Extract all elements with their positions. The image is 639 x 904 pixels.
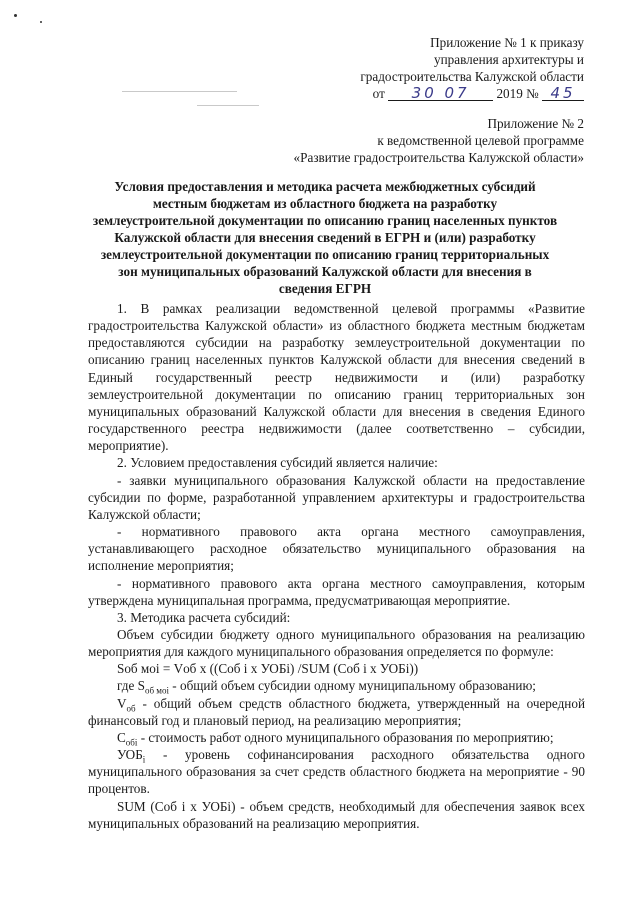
definition-subscript: об: [126, 703, 136, 714]
faint-scan-mark: [197, 105, 259, 106]
definition-uob: [88, 746, 585, 797]
faint-scan-mark: [122, 91, 237, 92]
definition-s: [88, 677, 585, 697]
document-title: Условия предоставления и методика расчета межбюджетных субсидий местным бюджетам из областного бюджета на разработку землеустроительной документации по описанию границ населенных пунктов Калужской области для внесения сведений в ЕГРН и (или) разработку землеустроительной документации по описанию границ территориальных зон муниципальных образований Калужской области для внесения в сведения ЕГРН: [92, 179, 558, 296]
paragraph-5: - нормативного правового акта органа местного самоуправления, которым утверждена муниципальная программа, предусматривающая мероприятие.: [88, 575, 585, 608]
scan-speck: [14, 14, 17, 17]
definition-sum: SUM (Соб і х УОБі) - объем средств, необходимый для обеспечения заявок всех муниципальных образований на реализацию мероприятия.: [88, 798, 585, 831]
definition-symbol: УОБ: [117, 747, 143, 763]
definition-text: - уровень софинансирования расходного обязательства одного муниципального образования за счет средств областного бюджета на мероприятие - 90 процентов.: [88, 747, 585, 797]
appendix-header: [224, 115, 584, 166]
appendix-line-3: «Развитие градостроительства Калужской области»: [293, 150, 584, 165]
paragraph-1: 1. В рамках реализации ведомственной целевой программы «Развитие градостроительства Калужской области» из областного бюджета местным бюджетам предоставляются субсидии на разработку землеустроительной документации по описанию границ населенных пунктов Калужской области для внесения сведений в Единый государственный реестр недвижимости и (или) разработку землеустроительной документации по описанию границ территориальных зон муниципальных образований Калужской области для внесения в сведения Единого государственного реестра недвижимости (далее соответственно – субсидии, мероприятие).: [88, 301, 585, 454]
paragraph-4: - нормативного правового акта органа местного самоуправления, устанавливающего расходное обязательство муниципального образования на исполнение мероприятия;: [88, 524, 585, 574]
definition-subscript: об моі: [144, 686, 169, 697]
definition-v: [88, 695, 585, 729]
appendix-line-1: Приложение № 2: [487, 116, 584, 131]
paragraph-6: 3. Методика расчета субсидий:: [117, 609, 291, 625]
formula: Sоб моі = Vоб х ((Соб і х УОБі) /SUM (Соб і х УОБі)): [117, 661, 419, 677]
definition-symbol: С: [117, 729, 126, 745]
order-date-line: [284, 85, 584, 102]
definition-symbol: V: [117, 695, 127, 711]
definition-subscript: і: [142, 754, 146, 765]
handwritten-date: 30 07: [388, 86, 493, 101]
appendix-line-2: к ведомственной целевой программе: [377, 133, 584, 148]
paragraph-3: - заявки муниципального образования Калужской области на предоставление субсидии по форме, разработанной управлением архитектуры и градостроительства Калужской области;: [88, 472, 585, 522]
paragraph-2: 2. Условием предоставления субсидий является наличие:: [117, 455, 438, 471]
header-line-2: управления архитектуры и: [433, 52, 584, 67]
definition-text: - общий объем средств областного бюджета, утвержденный на очередной финансовый год и плановый период, на реализацию мероприятия;: [88, 695, 585, 728]
handwritten-order-number: 45: [542, 86, 584, 101]
definition-text: - общий объем субсидии одному муниципальному образованию;: [168, 678, 536, 694]
definition-text: - стоимость работ одного муниципального образования по мероприятию;: [137, 729, 554, 745]
order-header: [284, 34, 584, 102]
definition-subscript: обі: [125, 737, 138, 748]
document-body: [88, 300, 585, 832]
scan-speck: [40, 21, 42, 23]
header-line-1: Приложение № 1 к приказу: [430, 35, 584, 50]
year-text: 2019 №: [496, 86, 539, 101]
header-line-3: градостроительства Калужской области: [360, 69, 584, 84]
paragraph-7: Объем субсидии бюджету одного муниципального образования на реализацию мероприятия для каждого муниципального образования определяется по формуле:: [88, 626, 585, 660]
date-prefix: от: [372, 86, 385, 101]
definition-symbol: где S: [117, 678, 145, 694]
definition-c: [88, 729, 585, 746]
